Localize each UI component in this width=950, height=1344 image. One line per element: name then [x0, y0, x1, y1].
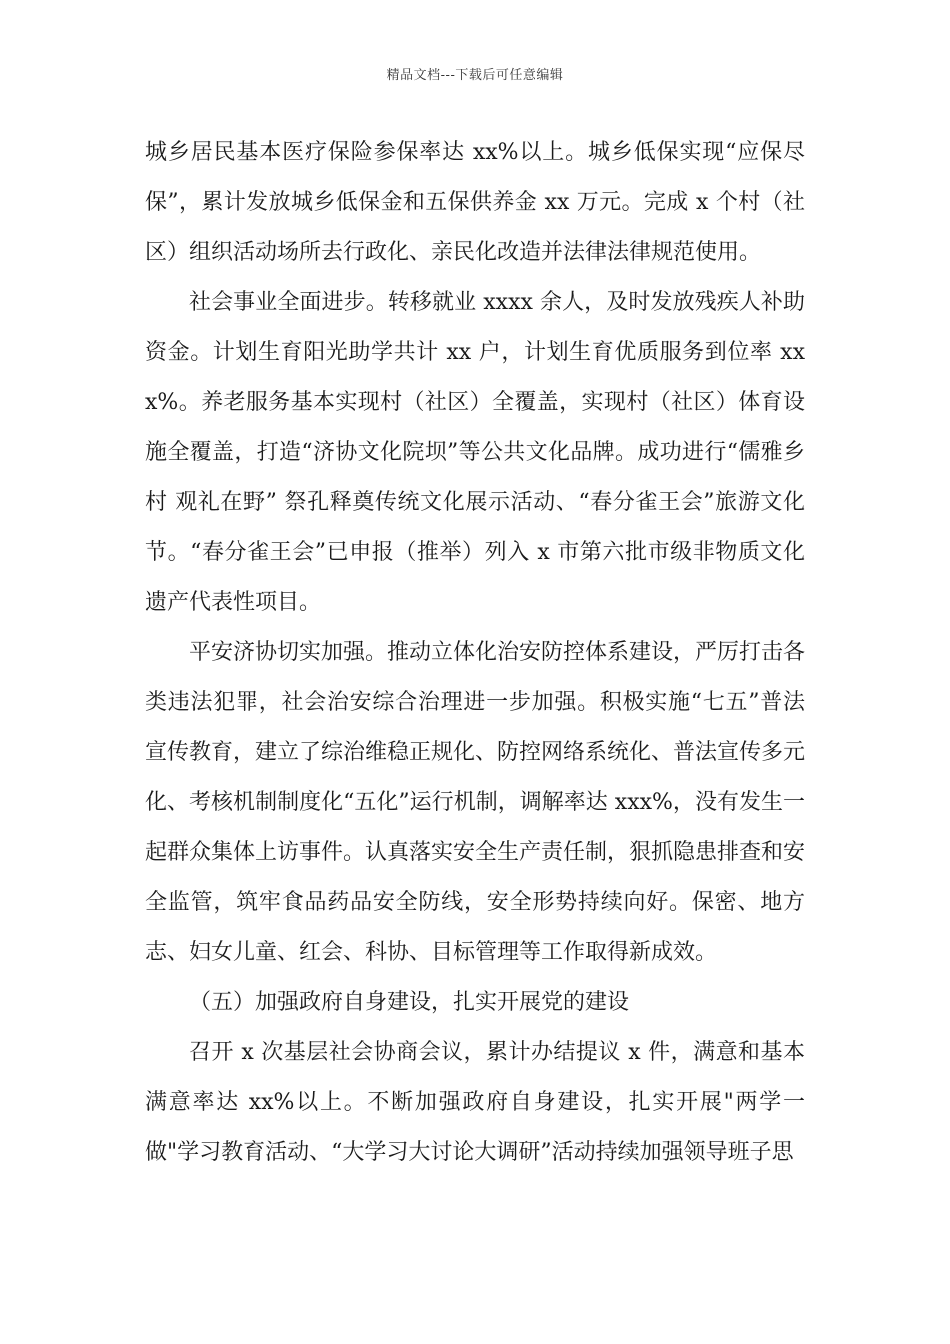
page-header: 精品文档---下载后可任意编辑: [386, 68, 564, 83]
document-body: [145, 128, 805, 1178]
paragraph-medical-insurance: 城乡居民基本医疗保险参保率达 xx%以上。城乡低保实现“应保尽保”，累计发放城乡低保金和五保供养金 xx 万元。完成 x 个村（社区）组织活动场所去行政化、亲民化改造并法律法律规范使用。: [145, 140, 805, 265]
paragraph-public-safety: 平安济协切实加强。推动立体化治安防控体系建设，严厉打击各类违法犯罪，社会治安综合治理进一步加强。积极实施“七五”普法宣传教育，建立了综治维稳正规化、防控网络系统化、普法宣传多元化、考核机制制度化“五化”运行机制，调解率达 xxx%，没有发生一起群众集体上访事件。认真落实安全生产责任制，狠抓隐患排查和安全监管，筑牢食品药品安全防线，安全形势持续向好。保密、地方志、妇女儿童、红会、科协、目标管理等工作取得新成效。: [145, 640, 806, 965]
paragraph-consultation-meetings: 召开 x 次基层社会协商会议，累计办结提议 x 件，满意和基本满意率达 xx%以上。不断加强政府自身建设，扎实开展"两学一做"学习教育活动、“大学习大讨论大调研”活动持续加强领导班子思: [145, 1040, 805, 1165]
paragraph-social-undertakings: 社会事业全面进步。转移就业 xxxx 余人，及时发放残疾人补助资金。计划生育阳光助学共计 xx 户，计划生育优质服务到位率 xxx%。养老服务基本实现村（社区）全覆盖，实现村（社区）体育设施全覆盖，打造“济协文化院坝”等公共文化品牌。成功进行“儒雅乡村 观礼在野” 祭孔释奠传统文化展示活动、“春分雀王会”旅游文化节。“春分雀王会”已申报（推举）列入 x 市第六批市级非物质文化遗产代表性项目。: [145, 290, 805, 615]
section-heading-government-building: （五）加强政府自身建设，扎实开展党的建设: [189, 990, 630, 1015]
